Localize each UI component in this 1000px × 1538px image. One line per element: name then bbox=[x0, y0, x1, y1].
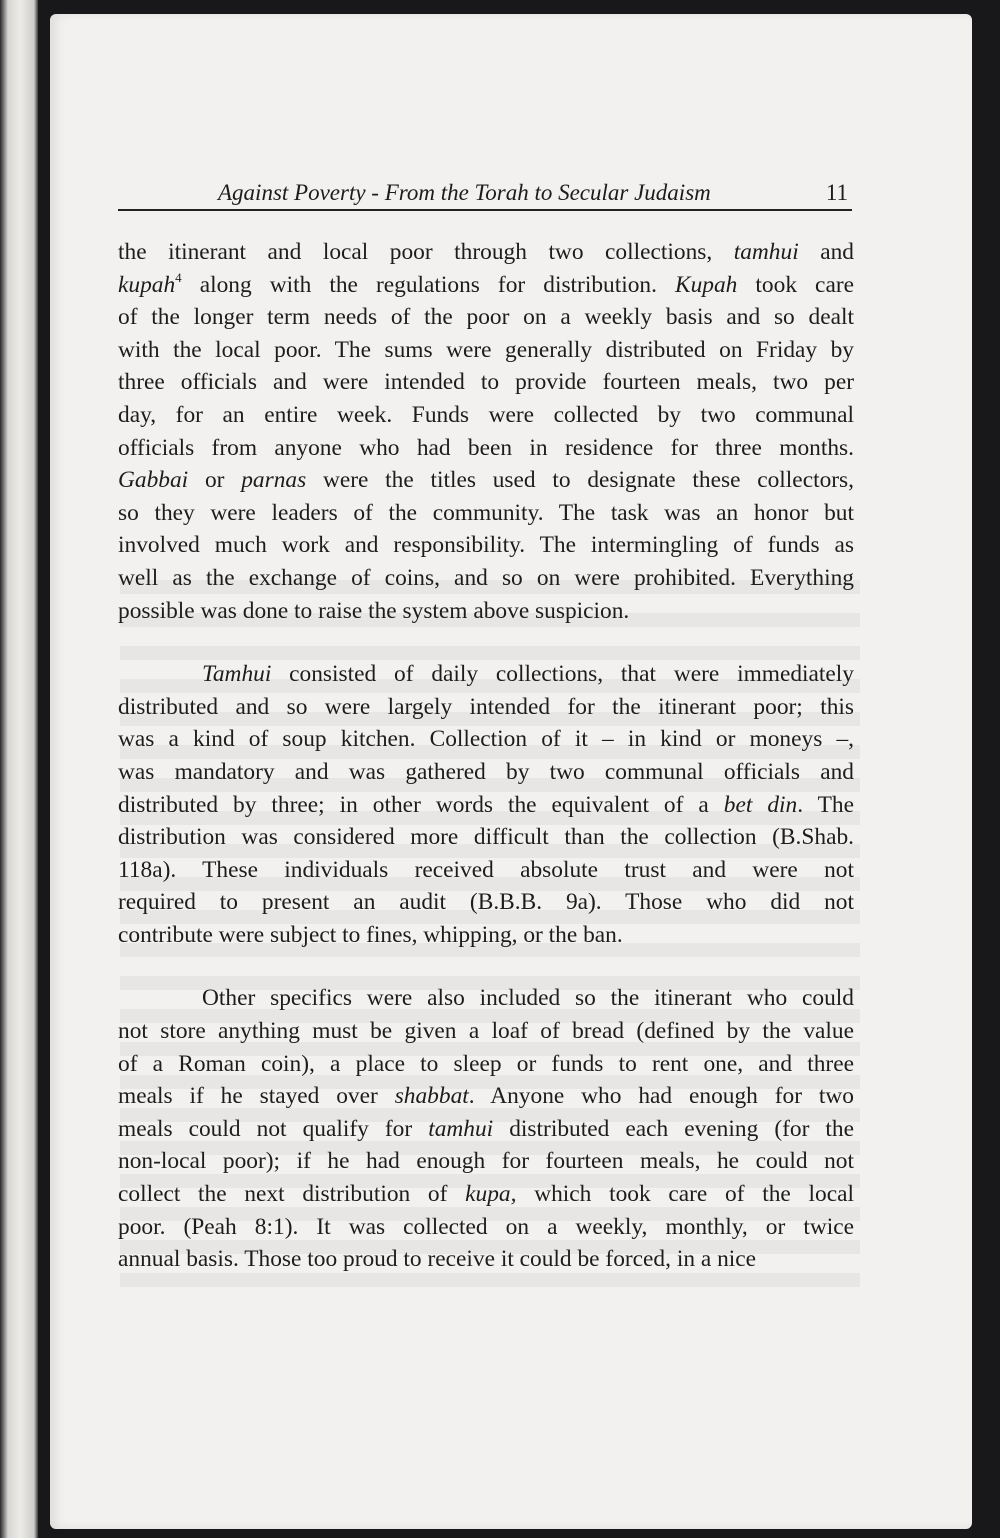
running-header-title: Against Poverty - From the Torah to Secular Judaism bbox=[218, 180, 711, 205]
text-line: was a kind of soup kitchen. Collection of it – in kind or moneys –, bbox=[118, 726, 854, 753]
text-line: non-local poor); if he had enough for fourteen meals, he could not bbox=[118, 1148, 854, 1175]
italic-term: Kupah bbox=[675, 271, 738, 298]
text-line: Tamhui consisted of daily collections, that were immediately bbox=[202, 661, 854, 688]
italic-term: Gabbai bbox=[118, 467, 189, 494]
text-line: meals could not qualify for tamhui distributed each evening (for the bbox=[118, 1115, 855, 1142]
text-line: the itinerant and local poor through two collections, tamhui and bbox=[118, 239, 854, 265]
italic-term: bet din bbox=[723, 791, 798, 818]
page-number: 11 bbox=[825, 180, 848, 205]
italic-term: Tamhui bbox=[202, 661, 272, 688]
italic-term: shabbat bbox=[394, 1083, 469, 1110]
text-line: 118a). These individuals received absolute trust and were not bbox=[118, 856, 854, 883]
text-line: of a Roman coin), a place to sleep or funds to rent one, and three bbox=[118, 1050, 854, 1077]
text-line: Other specifics were also included so the itinerant who could bbox=[202, 985, 854, 1012]
paragraph bbox=[118, 236, 854, 627]
italic-term: parnas bbox=[241, 467, 307, 494]
text-line: meals if he stayed over shabbat. Anyone who had enough for two bbox=[118, 1083, 854, 1110]
text-line: day, for an entire week. Funds were collected by two communal bbox=[118, 401, 854, 428]
text-line: contribute were subject to fines, whipping, or the ban. bbox=[118, 921, 623, 948]
text-line: three officials and were intended to provide fourteen meals, two per bbox=[118, 369, 854, 396]
text-line: officials from anyone who had been in residence for three months. bbox=[118, 434, 854, 461]
text-line: poor. (Peah 8:1). It was collected on a weekly, monthly, or twice bbox=[118, 1213, 854, 1240]
text-line: distributed by three; in other words the equivalent of a bet din. The bbox=[118, 791, 854, 818]
paragraph bbox=[118, 982, 854, 1275]
body-text bbox=[118, 236, 854, 1276]
text-line: so they were leaders of the community. The task was an honor but bbox=[118, 499, 854, 526]
running-header bbox=[118, 176, 852, 211]
text-line: Gabbai or parnas were the titles used to designate these collectors, bbox=[118, 467, 855, 494]
paragraph bbox=[118, 658, 854, 951]
text-line: distributed and so were largely intended for the itinerant poor; this bbox=[118, 693, 854, 720]
footnote-ref: 4 bbox=[175, 269, 182, 285]
italic-term: tamhui bbox=[733, 239, 799, 265]
text-line: of the longer term needs of the poor on a weekly basis and so dealt bbox=[118, 304, 854, 331]
italic-term: kupa, bbox=[465, 1181, 517, 1208]
left-page-edge bbox=[0, 0, 38, 1538]
text-line: was mandatory and was gathered by two communal officials and bbox=[118, 758, 854, 785]
text-line: not store anything must be given a loaf of bread (defined by the value bbox=[118, 1018, 854, 1045]
text-line: distribution was considered more difficult than the collection (B.Shab. bbox=[118, 824, 854, 851]
text-line: possible was done to raise the system above suspicion. bbox=[118, 597, 630, 624]
text-line: involved much work and responsibility. The intermingling of funds as bbox=[118, 532, 854, 559]
italic-term: kupah bbox=[118, 271, 176, 298]
italic-term: tamhui bbox=[428, 1115, 494, 1142]
text-line: with the local poor. The sums were generally distributed on Friday by bbox=[118, 336, 854, 363]
text-line: annual basis. Those too proud to receive it could be forced, in a nice bbox=[118, 1246, 757, 1273]
text-line: collect the next distribution of kupa, which took care of the local bbox=[118, 1181, 854, 1208]
text-line: required to present an audit (B.B.B. 9a). Those who did not bbox=[118, 889, 854, 916]
text-line: kupah$^4$ along with the regulations for distribution. Kupah took care bbox=[118, 269, 854, 298]
text-line: well as the exchange of coins, and so on were prohibited. Everything bbox=[118, 564, 854, 591]
